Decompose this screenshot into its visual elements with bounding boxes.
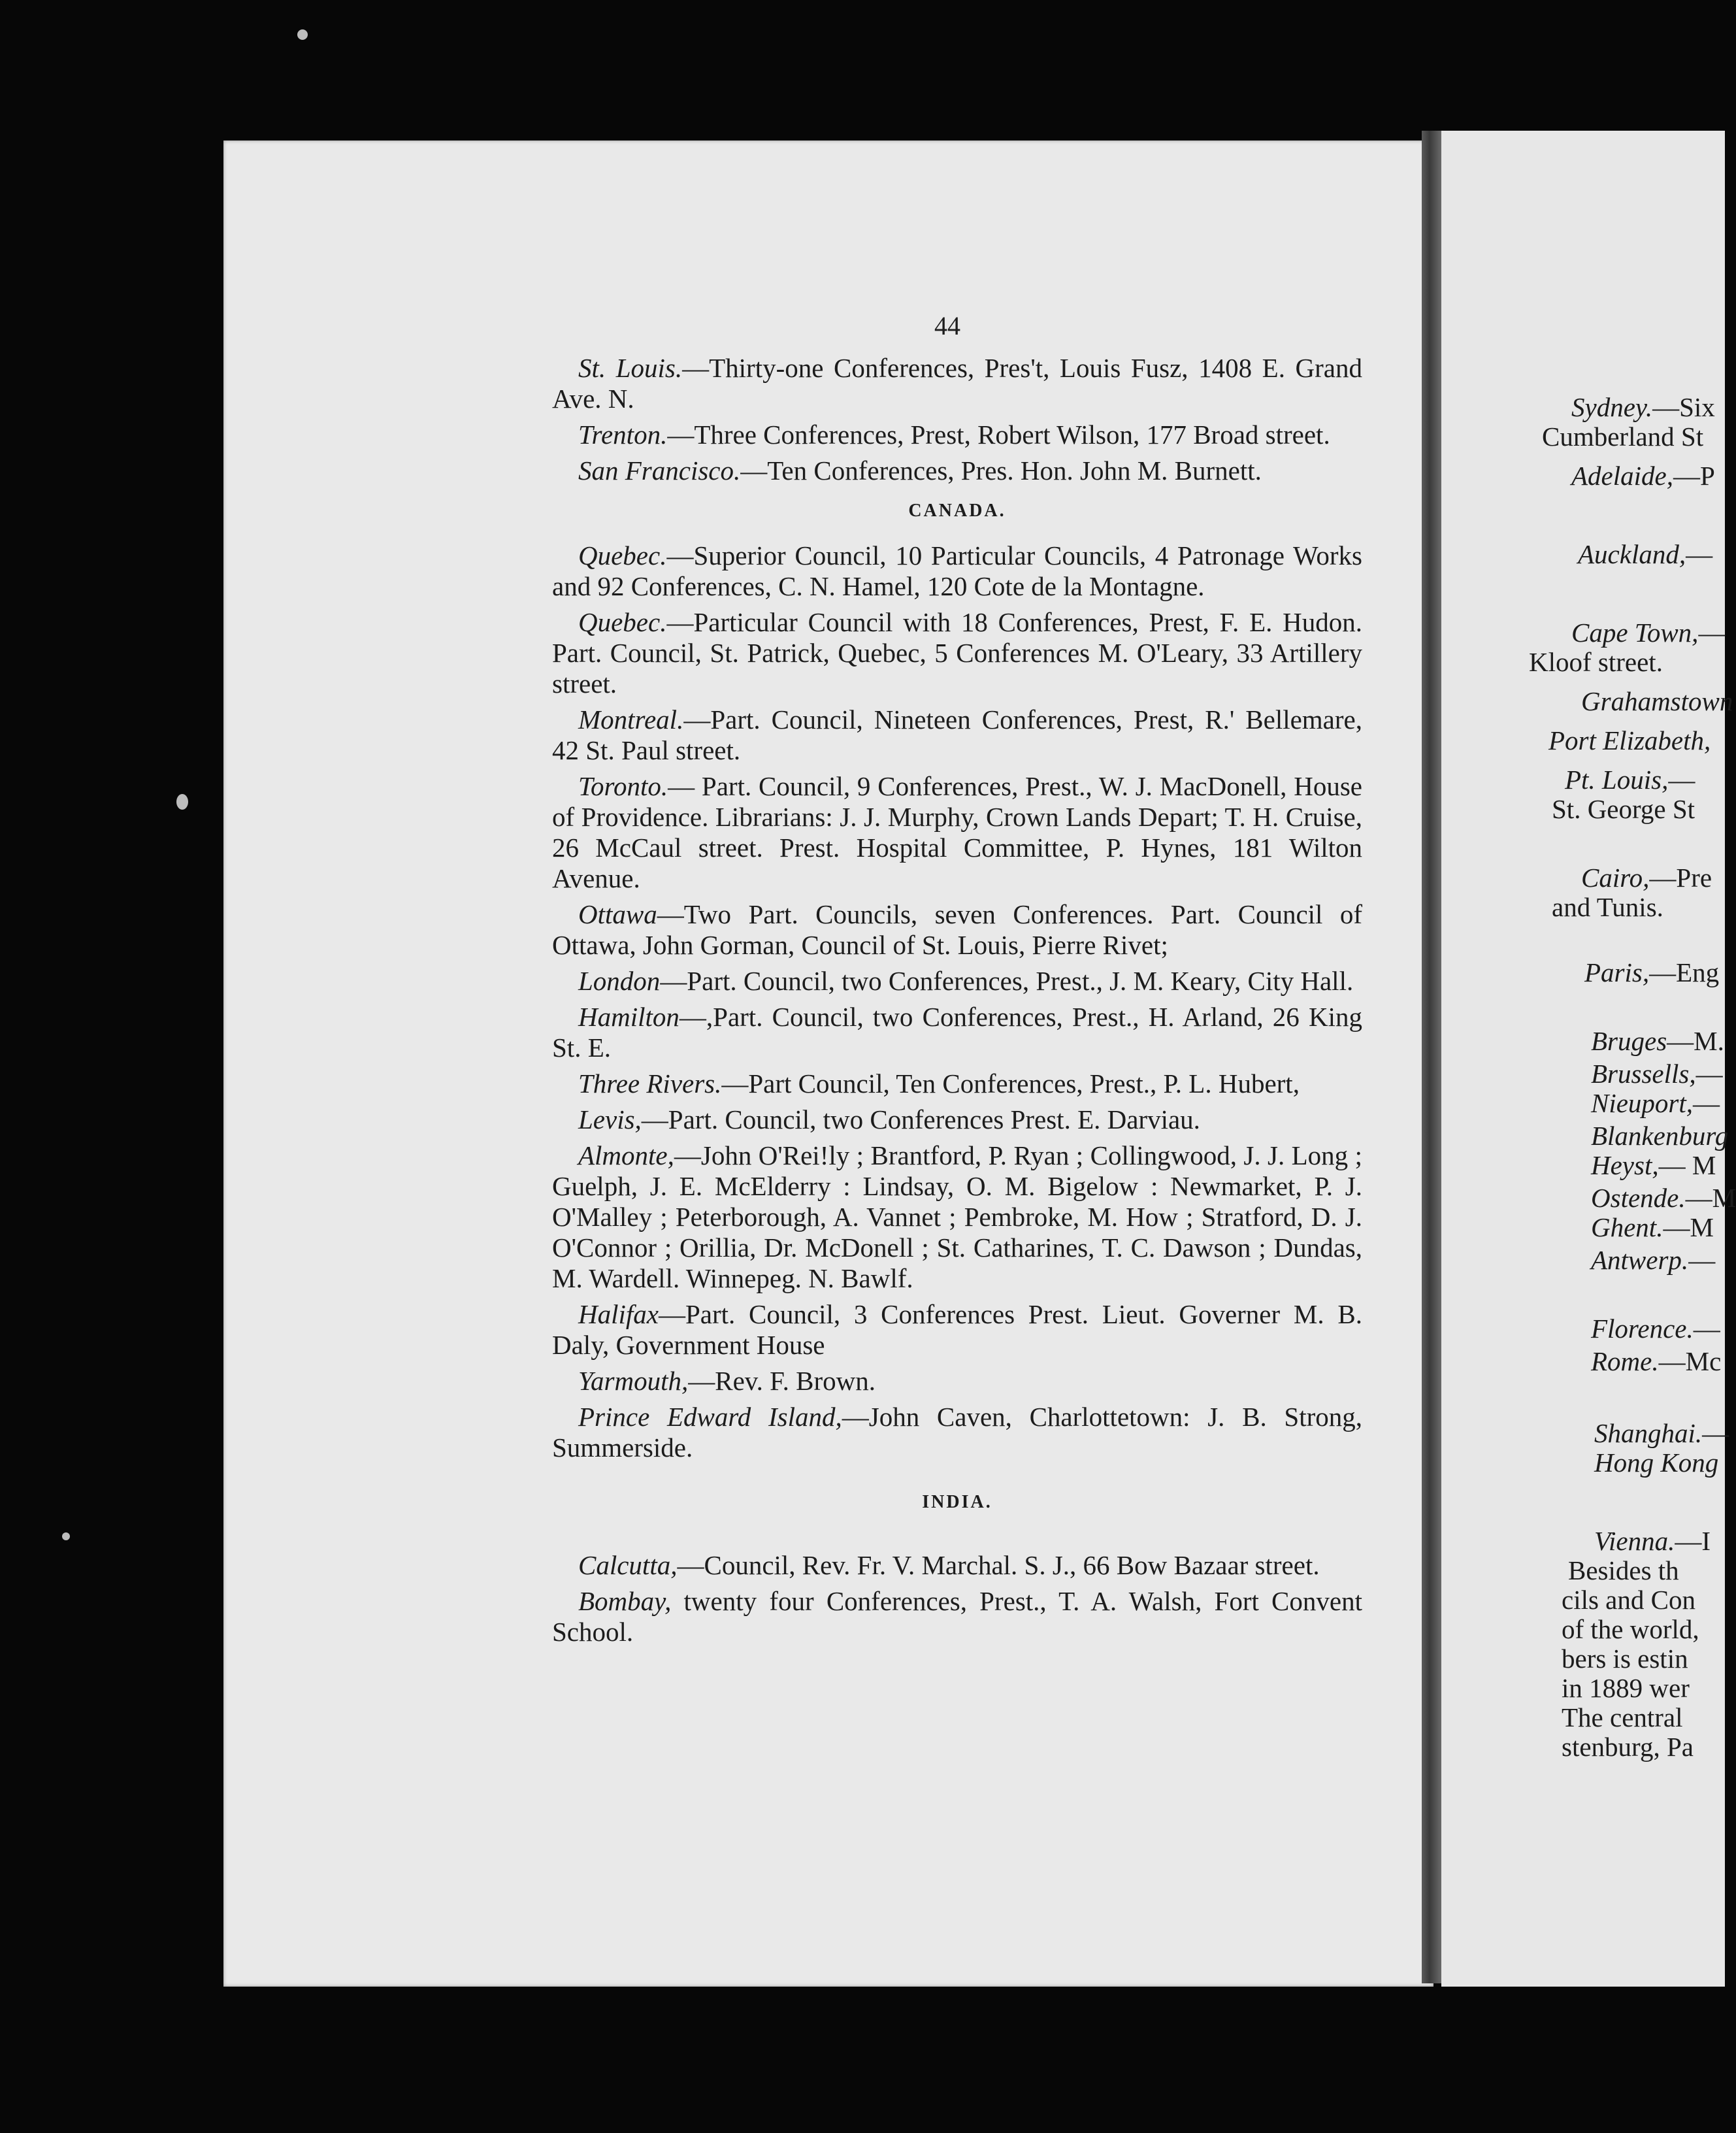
- facing-page-text-fragment: —I: [1675, 1526, 1711, 1556]
- facing-page-line: [1552, 892, 1663, 923]
- facing-page-text-fragment: — M: [1658, 1150, 1716, 1180]
- facing-page-place: Hong Kong: [1594, 1447, 1719, 1478]
- facing-page-line: [1591, 1059, 1723, 1089]
- facing-page-text-fragment: —M: [1663, 1212, 1714, 1242]
- facing-page-line: [1591, 1026, 1724, 1057]
- entry-st-louis: St. Louis.—Thirty-one Conferences, Pres't, Louis Fusz, 1408 E. Grand Ave. N.: [552, 353, 1362, 414]
- facing-page-text-fragment: —Eng: [1649, 957, 1720, 987]
- facing-page-text-fragment: Kloof street.: [1529, 647, 1663, 677]
- facing-page-line: [1562, 1585, 1695, 1615]
- dust-speck: [297, 29, 308, 40]
- facing-page-text-fragment: —: [1693, 1314, 1720, 1344]
- facing-page-place: Port Elizabeth,: [1548, 725, 1711, 755]
- facing-page-place: Ostende.: [1591, 1183, 1686, 1213]
- entry-ottawa: Ottawa—Two Part. Councils, seven Conferences. Part. Council of Ottawa, John Gorman, Council of St. Louis, Pierre Rivet;: [552, 899, 1362, 960]
- facing-page-line: [1591, 1183, 1736, 1214]
- facing-page-line: [1594, 1526, 1711, 1557]
- facing-page-line: [1562, 1644, 1688, 1674]
- facing-page-text-fragment: —Mc: [1658, 1346, 1722, 1376]
- facing-page-place: Florence.: [1591, 1314, 1694, 1344]
- facing-page-text-fragment: —Six: [1652, 392, 1715, 422]
- facing-page-line: [1578, 539, 1712, 570]
- entry-quebec-particular: Quebec.—Particular Council with 18 Conferences, Prest, F. E. Hudon. Part. Council, St. Patrick, Quebec, 5 Conferences M. O'Leary, 33 Artillery street.: [552, 607, 1362, 699]
- facing-page-line: [1594, 1418, 1729, 1449]
- page-number: 44: [934, 311, 960, 340]
- facing-page-line: [1565, 765, 1695, 795]
- entry-bombay: Bombay, twenty four Conferences, Prest., T. A. Walsh, Fort Convent School.: [552, 1586, 1362, 1647]
- section-heading-india: INDIA.: [922, 1492, 992, 1512]
- facing-page-text-fragment: —: [1698, 618, 1726, 648]
- facing-page-line: [1542, 422, 1703, 452]
- facing-page-place: Bruges: [1591, 1026, 1667, 1056]
- dust-speck: [62, 1532, 70, 1540]
- facing-page-place: Adelaide,: [1571, 461, 1673, 491]
- facing-page-line: [1584, 957, 1719, 988]
- facing-page-text-fragment: —: [1693, 1088, 1720, 1118]
- facing-page-text-fragment: The central: [1562, 1702, 1683, 1732]
- facing-page-text-fragment: bers is estin: [1562, 1644, 1688, 1674]
- facing-page-line: [1591, 1346, 1721, 1377]
- facing-page-text-fragment: —P: [1673, 461, 1715, 491]
- facing-page-text-fragment: —Pre: [1649, 863, 1712, 893]
- facing-page-line: [1571, 461, 1715, 491]
- facing-page-place: Ghent.: [1591, 1212, 1663, 1242]
- facing-page-line: [1562, 1673, 1690, 1704]
- facing-page-place: Grahamstown: [1581, 686, 1733, 716]
- facing-page-text-fragment: —M.: [1667, 1026, 1724, 1056]
- facing-page-line: [1571, 392, 1715, 423]
- facing-page-place: Blankenburg: [1591, 1121, 1729, 1151]
- facing-page-line: [1594, 1447, 1718, 1478]
- entry-levis: Levis,—Part. Council, two Conferences Prest. E. Darviau.: [578, 1104, 1200, 1134]
- entry-three-rivers: Three Rivers.—Part Council, Ten Conferences, Prest., P. L. Hubert,: [578, 1068, 1300, 1099]
- facing-page-line: [1591, 1088, 1720, 1119]
- facing-page-text-fragment: St. George St: [1552, 794, 1695, 824]
- entry-montreal: Montreal.—Part. Council, Nineteen Conferences, Prest, R.' Bellemare, 42 St. Paul street.: [552, 704, 1362, 765]
- facing-page-place: Cape Town,: [1571, 618, 1699, 648]
- text-column: [552, 353, 1362, 1653]
- book-gutter: [1422, 131, 1441, 1983]
- facing-page-place: Cairo,: [1581, 863, 1650, 893]
- facing-page-text-fragment: and Tunis.: [1552, 892, 1663, 922]
- facing-page-text-fragment: stenburg, Pa: [1562, 1732, 1694, 1762]
- entry-san-francisco: San Francisco.—Ten Conferences, Pres. Hon. John M. Burnett.: [578, 455, 1262, 486]
- entry-yarmouth: Yarmouth,—Rev. F. Brown.: [578, 1366, 876, 1396]
- entry-calcutta: Calcutta,—Council, Rev. Fr. V. Marchal. S. J., 66 Bow Bazaar street.: [578, 1550, 1320, 1580]
- facing-page-line: [1568, 1555, 1679, 1586]
- facing-page-text-fragment: —: [1686, 539, 1713, 569]
- facing-page-text-fragment: Besides th: [1568, 1555, 1679, 1585]
- facing-page-place: Antwerp.: [1591, 1245, 1689, 1275]
- facing-page-text-fragment: cils and Con: [1562, 1585, 1695, 1615]
- facing-page-place: Auckland,: [1578, 539, 1686, 569]
- entry-hamilton: Hamilton—,Part. Council, two Conferences, Prest., H. Arland, 26 King St. E.: [552, 1002, 1362, 1063]
- facing-page-text-fragment: —: [1668, 765, 1695, 795]
- facing-page-line: [1562, 1614, 1699, 1645]
- facing-page-line: [1591, 1314, 1720, 1344]
- entry-quebec-superior: Quebec.—Superior Council, 10 Particular Councils, 4 Patronage Works and 92 Conferences, C. N. Hamel, 120 Cote de la Montagne.: [552, 540, 1362, 601]
- facing-page-line: [1581, 863, 1712, 893]
- facing-page-place: Heyst,: [1591, 1150, 1659, 1180]
- entry-almonte-and-others: Almonte,—John O'Rei!ly ; Brantford, P. Ryan ; Collingwood, J. J. Long ; Guelph, J. E. McElderry : Lindsay, O. M. Bigelow : Newmarket, P. J. O'Malley ; Peterborough, A. Vannet ; Pembroke, M. How ; Stratford, D. J. O'Connor ; Orillia, Dr. McDonell ; St. Catharines, T. C. Dawson ; Dundas, M. Wardell. Winnepeg. N. Bawlf.: [552, 1140, 1362, 1293]
- facing-page-text-fragment: —: [1702, 1418, 1729, 1448]
- entry-halifax: Halifax—Part. Council, 3 Conferences Prest. Lieut. Governer M. B. Daly, Government House: [552, 1299, 1362, 1360]
- facing-page-line: [1571, 618, 1725, 648]
- facing-page-text-fragment: in 1889 wer: [1562, 1673, 1690, 1703]
- facing-page-line: [1591, 1121, 1728, 1151]
- facing-page-line: [1548, 725, 1711, 756]
- facing-page-place: Brussells,: [1591, 1059, 1696, 1089]
- facing-page-text-fragment: —M: [1685, 1183, 1736, 1213]
- facing-page-text-fragment: —: [1695, 1059, 1723, 1089]
- facing-page-place: Nieuport,: [1591, 1088, 1694, 1118]
- dust-speck: [176, 794, 188, 810]
- facing-page-place: Pt. Louis,: [1565, 765, 1669, 795]
- facing-page-line: [1562, 1702, 1683, 1733]
- facing-page-place: Sydney.: [1571, 392, 1653, 422]
- facing-page-place: Vienna.: [1594, 1526, 1675, 1556]
- facing-page-place: Shanghai.: [1594, 1418, 1703, 1448]
- entry-prince-edward-island: Prince Edward Island,—John Caven, Charlottetown: J. B. Strong, Summerside.: [552, 1402, 1362, 1463]
- facing-page-text-fragment: of the world,: [1562, 1614, 1699, 1644]
- facing-page-line: [1591, 1150, 1716, 1181]
- entry-london: London—Part. Council, two Conferences, Prest., J. M. Keary, City Hall.: [578, 966, 1354, 996]
- entry-trenton: Trenton.—Three Conferences, Prest, Robert Wilson, 177 Broad street.: [578, 420, 1330, 450]
- facing-page-line: [1581, 686, 1733, 717]
- facing-page-line: [1529, 647, 1663, 678]
- facing-page-line: [1552, 794, 1695, 825]
- facing-page-line: [1591, 1212, 1714, 1243]
- facing-page-place: Paris,: [1584, 957, 1650, 987]
- entry-toronto: Toronto.— Part. Council, 9 Conferences, Prest., W. J. MacDonell, House of Providence. Librarians: J. J. Murphy, Crown Lands Depart; T. H. Cruise, 26 McCaul street. Prest. Hospital Committee, P. Hynes, 181 Wilton Avenue.: [552, 771, 1362, 893]
- facing-page-line: [1591, 1245, 1715, 1276]
- facing-page-line: [1562, 1732, 1694, 1762]
- facing-page-place: Rome.: [1591, 1346, 1659, 1376]
- section-heading-canada: CANADA.: [908, 501, 1006, 521]
- facing-page-text-fragment: —: [1688, 1245, 1716, 1275]
- facing-page-text-fragment: Cumberland St: [1542, 422, 1704, 452]
